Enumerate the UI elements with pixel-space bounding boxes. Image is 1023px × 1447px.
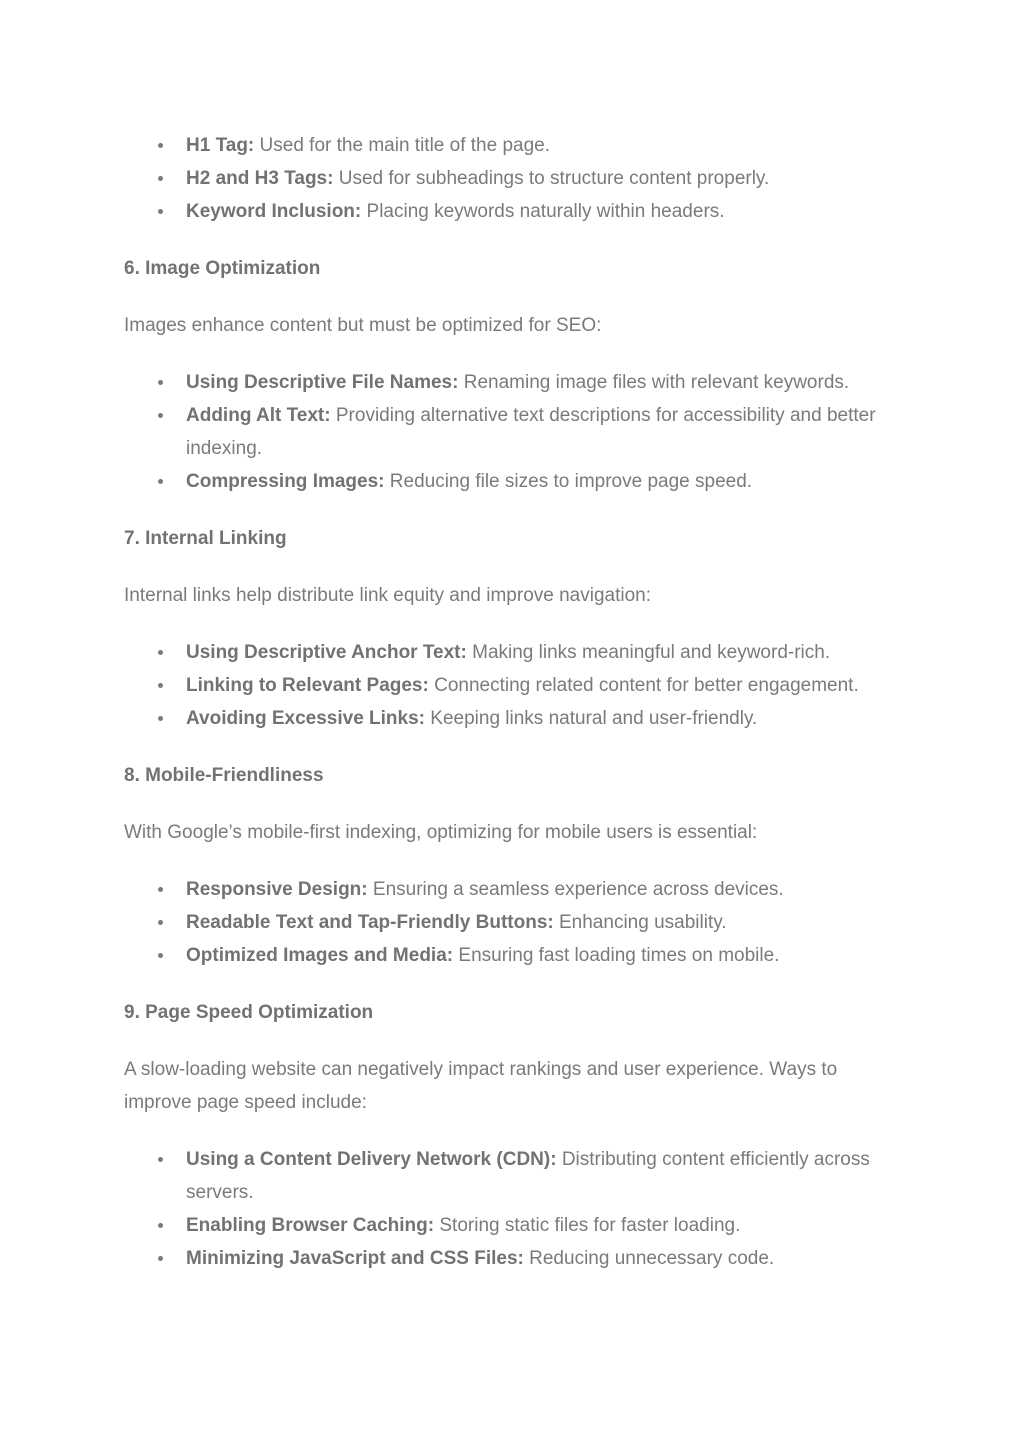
list-item-term: Adding Alt Text: [186, 405, 331, 426]
mobile-friendliness-list [124, 873, 899, 972]
list-item-term: Using a Content Delivery Network (CDN): [186, 1149, 557, 1170]
list-item [124, 939, 899, 972]
list-item-term: Compressing Images: [186, 471, 385, 492]
list-item-term: Linking to Relevant Pages: [186, 675, 429, 696]
list-item-desc: Reducing file sizes to improve page speed. [389, 471, 753, 492]
section-paragraph: Images enhance content but must be optimized for SEO: [124, 315, 602, 336]
list-item [124, 1209, 899, 1242]
list-item [124, 465, 899, 498]
list-item-desc: Reducing unnecessary code. [529, 1248, 775, 1269]
internal-linking-list [124, 636, 899, 735]
list-item [124, 129, 899, 162]
list-item-desc: Used for the main title of the page. [259, 135, 550, 156]
list-item [124, 636, 899, 669]
list-item-desc: Ensuring a seamless experience across devices. [372, 879, 784, 900]
section-heading-image-optimization: 6. Image Optimization [124, 258, 321, 279]
list-item-desc: Storing static files for faster loading. [439, 1215, 741, 1236]
section-heading-internal-linking: 7. Internal Linking [124, 528, 287, 549]
list-item-term: Enabling Browser Caching: [186, 1215, 435, 1236]
list-item-desc: Connecting related content for better engagement. [434, 675, 859, 696]
section-heading-mobile-friendliness: 8. Mobile-Friendliness [124, 765, 324, 786]
list-item-desc: Renaming image files with relevant keywords. [463, 372, 850, 393]
list-item-desc: Keeping links natural and user-friendly. [430, 708, 758, 729]
list-item [124, 1242, 899, 1275]
page-speed-list [124, 1143, 899, 1275]
list-item-term: Using Descriptive Anchor Text: [186, 642, 467, 663]
image-optimization-list [124, 366, 899, 498]
list-item-desc: Providing alternative text descriptions for accessibility and better indexing. [186, 405, 876, 459]
list-item-desc: Ensuring fast loading times on mobile. [458, 945, 780, 966]
section-paragraph: Internal links help distribute link equity and improve navigation: [124, 585, 652, 606]
list-item [124, 906, 899, 939]
header-tags-list [124, 129, 899, 228]
list-item [124, 399, 899, 465]
list-item-term: Avoiding Excessive Links: [186, 708, 425, 729]
list-item-desc: Used for subheadings to structure content properly. [338, 168, 770, 189]
list-item [124, 669, 899, 702]
section-paragraph: A slow-loading website can negatively impact rankings and user experience. Ways to improve page speed include: [124, 1059, 838, 1113]
list-item [124, 1143, 899, 1209]
list-item-desc: Making links meaningful and keyword-rich. [472, 642, 831, 663]
list-item-term: Using Descriptive File Names: [186, 372, 459, 393]
list-item-term: Responsive Design: [186, 879, 368, 900]
list-item [124, 195, 899, 228]
list-item-term: Readable Text and Tap-Friendly Buttons: [186, 912, 554, 933]
section-paragraph: With Google’s mobile-first indexing, optimizing for mobile users is essential: [124, 822, 758, 843]
list-item-term: Minimizing JavaScript and CSS Files: [186, 1248, 524, 1269]
list-item [124, 873, 899, 906]
list-item-term: Keyword Inclusion: [186, 201, 362, 222]
list-item-term: Optimized Images and Media: [186, 945, 454, 966]
list-item [124, 702, 899, 735]
list-item [124, 162, 899, 195]
list-item-desc: Enhancing usability. [559, 912, 727, 933]
list-item-desc: Placing keywords naturally within headers. [366, 201, 725, 222]
list-item-desc: Distributing content efficiently across servers. [186, 1149, 870, 1203]
section-heading-page-speed: 9. Page Speed Optimization [124, 1002, 374, 1023]
list-item [124, 366, 899, 399]
list-item-term: H2 and H3 Tags: [186, 168, 334, 189]
list-item-term: H1 Tag: [186, 135, 255, 156]
